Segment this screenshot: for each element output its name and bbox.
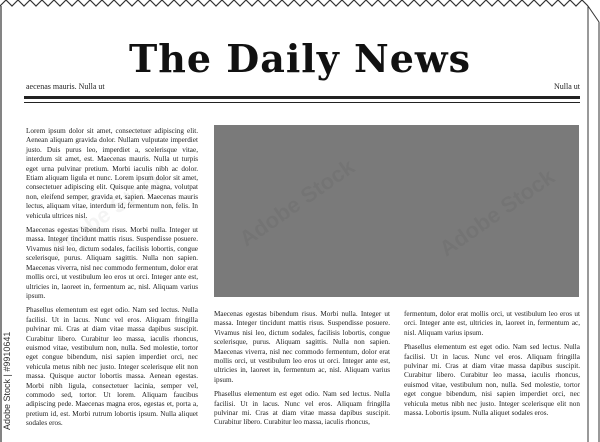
left-paragraph-3: Phasellus elementum est eget odio. Nam sed lectus. Nulla facilisi. Ut in lacus. Nunc vel eros. Aliquam fringilla pulvinar mi. Cras at diam vitae massa dapibus suscipit. Curabitur libero. Curabitur leo massa, iaculis rhoncus, euismod vitae, vestibulum non, nulla. Sed molestie, tortor eget congue bibendum, nisi sapien imperdiet orci, nec vehicula metus nibh nec justo. Integer scelerisque elit non massa. Quisque auctor lobortis massa. Aenean egestas. Morbi nibh ligula, consectetuer lacinia, semper vel, commodo sed, tortor. Ut lorem. Aliquam faucibus adipiscing pede. Maecenas magna eros, egestas et, porta a, pretium id, est. Morbi rutrum lobortis ipsum. Nulla aliquet sodales eros. — [26, 306, 198, 428]
header-rule-thick — [24, 96, 580, 99]
middle-article-column — [214, 310, 390, 433]
right-paragraph-2: Phasellus elementum est eget odio. Nam sed lectus. Nulla facilisi. Ut in lacus. Nunc vel eros. Aliquam fringilla pulvinar mi. Cras at diam vitae massa dapibus suscipit. Curabitur libero. Curabitur leo massa, iaculis rhoncus, euismod vitae, vestibulum non, nulla. Sed molestie, tortor eget congue bibendum, nisi sapien imperdiet orci, nec vehicula metus nibh nec justo. Integer scelerisque elit non massa. Lobortis ipsum. Nulla aliquet sodales eros. — [404, 343, 580, 418]
left-paragraph-1: Lorem ipsum dolor sit amet, consectetuer adipiscing elit. Aenean aliquam gravida dolor. Nullam vulputate imperdiet justo. Duis purus leo, imperdiet a, scelerisque vitae, interdum sit amet, est. Maecenas mauris. Nulla ut turpis eget urna pulvinar pretium. Morbi iaculis nibh ac dolor. Etiam aliquam ligula et nunc. Lorem ipsum dolor sit amet, consectetuer adipiscing elit. Quisque ante magna, volutpat non, eleifend semper, gravida et, sapien. Maecenas mauris lectus, aliquam vitae, interdum id, fermentum non, felis. In vehicula ultrices nisl. — [26, 127, 198, 220]
middle-paragraph-1: Maecenas egestas bibendum risus. Morbi nulla. Integer ut massa. Integer tincidunt mattis risus. Suspendisse posuere. Vivamus nisi leo, dictum sodales, facilisis lobortis, congue scelerisque, purus. Aliquam sagittis. Nulla non sapien. Maecenas viverra, nisl nec commodo fermentum, dolor erat mollis orci, ut vestibulum leo eros ut orci. Integer ante est, ultricies in, laoreet in, fermentum ac, nisl. Aliquam varius ipsum. — [214, 310, 390, 384]
header-left-note: aecenas mauris. Nulla ut — [26, 82, 105, 91]
left-article-column — [26, 127, 198, 434]
newspaper-title: The Daily News — [128, 36, 472, 81]
right-paragraph-1: fermentum, dolor erat mollis orci, ut vestibulum leo eros ut orci. Integer ante est, ultricies in, laoreet in, fermentum ac, nisl. Aliquam varius ipsum. — [404, 310, 580, 337]
header-rule-thin — [24, 102, 580, 103]
stock-credit: Adobe Stock | #9910641 — [2, 331, 12, 430]
middle-paragraph-2: Phasellus elementum est eget odio. Nam sed lectus. Nulla facilisi. Ut in lacus. Nunc vel eros. Aliquam fringilla pulvinar mi. Cras at diam vitae massa dapibus suscipit. Curabitur libero. Curabitur leo massa, iaculis rhoncus, — [214, 390, 390, 427]
right-article-column — [404, 310, 580, 423]
header-right-note: Nulla ut — [554, 82, 580, 91]
left-paragraph-2: Maecenas egestas bibendum risus. Morbi nulla. Integer ut massa. Integer tincidunt mattis risus. Suspendisse posuere. Vivamus nisi leo, dictum sodales, facilisis lobortis, congue scelerisque, purus. Aliquam sagittis. Nulla non sapien. Maecenas viverra, nisl nec commodo fermentum, dolor erat mollis orci, ut vestibulum leo eros ut orci. Integer ante est, ultricies in, laoreet in, fermentum ac, nisl. Aliquam varius ipsum. — [26, 226, 198, 300]
